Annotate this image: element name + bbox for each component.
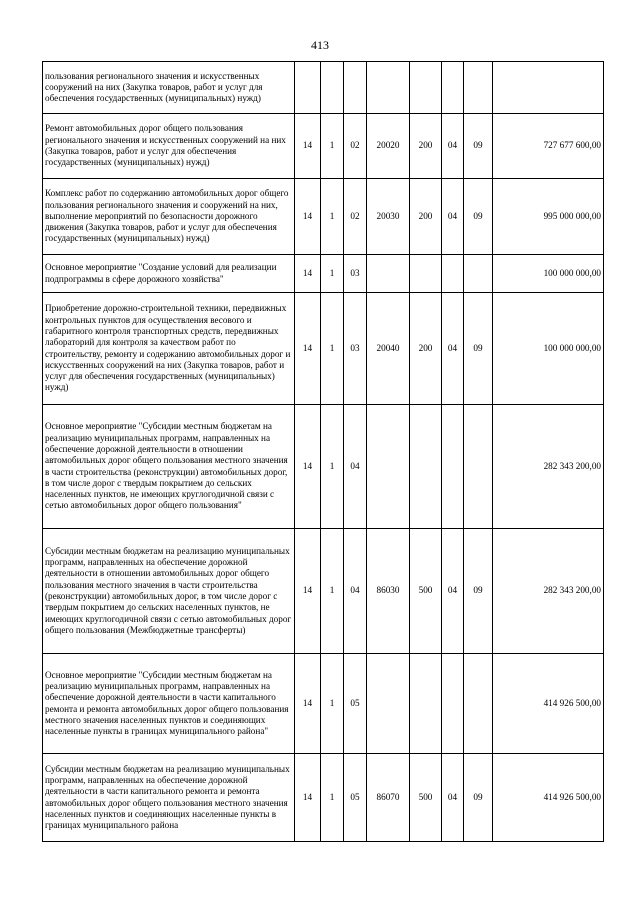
- code-section: 04: [442, 179, 464, 255]
- code-section: 04: [442, 529, 464, 654]
- code-subprogram: 1: [321, 754, 344, 842]
- code-direction: 20040: [367, 293, 410, 405]
- table-row: [43, 255, 604, 293]
- row-amount: 282 343 200,00: [493, 529, 604, 654]
- code-section: 04: [442, 293, 464, 405]
- code-direction: 20030: [367, 179, 410, 255]
- code-subsection: [464, 654, 493, 754]
- table-row: [43, 293, 604, 405]
- row-description: Комплекс работ по содержанию автомобильных дорог общего пользования регионального значения и сооружений на них, выполнение мероприятий по безопасности дорожного движения (Закупка товаров, работ и услуг для обеспечения государственных (муниципальных) нужд): [43, 179, 295, 255]
- code-activity: 02: [344, 179, 367, 255]
- code-section: 04: [442, 754, 464, 842]
- code-section: 04: [442, 114, 464, 179]
- table-row: [43, 654, 604, 754]
- code-subsection: 09: [464, 293, 493, 405]
- code-program: 14: [295, 754, 321, 842]
- code-program: 14: [295, 405, 321, 529]
- code-program: 14: [295, 114, 321, 179]
- code-subsection: [464, 62, 493, 114]
- row-description: Ремонт автомобильных дорог общего пользования регионального значения и искусственных сооружений на них (Закупка товаров, работ и услуг для обеспечения государственных (муниципальных) нужд): [43, 114, 295, 179]
- code-program: 14: [295, 529, 321, 654]
- code-activity: 05: [344, 654, 367, 754]
- row-description: пользования регионального значения и искусственных сооружений на них (Закупка товаров, работ и услуг для обеспечения государственных (муниципальных) нужд): [43, 62, 295, 114]
- code-subsection: [464, 405, 493, 529]
- row-amount: [493, 62, 604, 114]
- code-direction: 20020: [367, 114, 410, 179]
- row-amount: 727 677 600,00: [493, 114, 604, 179]
- table-row: [43, 62, 604, 114]
- budget-table: [42, 61, 604, 842]
- code-program: 14: [295, 179, 321, 255]
- table-row: [43, 114, 604, 179]
- row-amount: 100 000 000,00: [493, 293, 604, 405]
- code-activity: 04: [344, 529, 367, 654]
- row-description: Основное мероприятие "Создание условий для реализации подпрограммы в сфере дорожного хозяйства": [43, 255, 295, 293]
- row-amount: 282 343 200,00: [493, 405, 604, 529]
- table-row: [43, 405, 604, 529]
- code-subsection: 09: [464, 529, 493, 654]
- row-description: Основное мероприятие "Субсидии местным бюджетам на реализацию муниципальных программ, направленных на обеспечение дорожной деятельности в отношении автомобильных дорог общего пользования местного значения в части строительства (реконструкции) автомобильных дорог, в том числе дорог с твердым покрытием до сельских населенных пунктов, не имеющих круглогодичной связи с сетью автомобильных дорог общего пользования": [43, 405, 295, 529]
- code-section: [442, 405, 464, 529]
- code-subsection: 09: [464, 114, 493, 179]
- table-row: [43, 529, 604, 654]
- row-amount: 414 926 500,00: [493, 754, 604, 842]
- table-row: [43, 179, 604, 255]
- code-expense-type: 200: [410, 179, 442, 255]
- table-row: [43, 754, 604, 842]
- code-expense-type: 200: [410, 293, 442, 405]
- page-number: 413: [311, 38, 329, 52]
- code-direction: 86030: [367, 529, 410, 654]
- code-direction: 86070: [367, 754, 410, 842]
- code-section: [442, 255, 464, 293]
- code-program: 14: [295, 293, 321, 405]
- code-subprogram: 1: [321, 529, 344, 654]
- code-expense-type: [410, 405, 442, 529]
- code-activity: 03: [344, 255, 367, 293]
- code-subprogram: 1: [321, 405, 344, 529]
- code-direction: [367, 405, 410, 529]
- code-expense-type: 200: [410, 114, 442, 179]
- code-activity: 03: [344, 293, 367, 405]
- code-expense-type: [410, 654, 442, 754]
- code-direction: [367, 62, 410, 114]
- row-amount: 100 000 000,00: [493, 255, 604, 293]
- row-description: Основное мероприятие "Субсидии местным бюджетам на реализацию муниципальных программ, направленных на обеспечение дорожной деятельности в части капитального ремонта и ремонта автомобильных дорог общего пользования местного значения населенных пунктов и соединяющих населенные пункты в границах муниципального района": [43, 654, 295, 754]
- code-expense-type: [410, 255, 442, 293]
- code-subprogram: 1: [321, 179, 344, 255]
- code-activity: 04: [344, 405, 367, 529]
- code-subsection: 09: [464, 179, 493, 255]
- code-program: [295, 62, 321, 114]
- row-description: Приобретение дорожно-строительной техники, передвижных контрольных пунктов для осуществления весового и габаритного контроля транспортных средств, передвижных лабораторий для контроля за качеством работ по строительству, ремонту и содержанию автомобильных дорог и искусственных сооружений на них (Закупка товаров, работ и услуг для обеспечения государственных (муниципальных) нужд): [43, 293, 295, 405]
- code-program: 14: [295, 654, 321, 754]
- code-subprogram: [321, 62, 344, 114]
- code-subprogram: 1: [321, 114, 344, 179]
- code-expense-type: 500: [410, 754, 442, 842]
- code-subprogram: 1: [321, 293, 344, 405]
- row-amount: 995 000 000,00: [493, 179, 604, 255]
- code-expense-type: 500: [410, 529, 442, 654]
- code-subsection: [464, 255, 493, 293]
- row-description: Субсидии местным бюджетам на реализацию муниципальных программ, направленных на обеспечение дорожной деятельности в отношении автомобильных дорог общего пользования местного значения в части строительства (реконструкции) автомобильных дорог, в том числе дорог с твердым покрытием до сельских населенных пунктов, не имеющих круглогодичной связи с сетью автомобильных дорог общего пользования (Межбюджетные трансферты): [43, 529, 295, 654]
- code-activity: 02: [344, 114, 367, 179]
- code-section: [442, 654, 464, 754]
- code-section: [442, 62, 464, 114]
- row-description: Субсидии местным бюджетам на реализацию муниципальных программ, направленных на обеспечение дорожной деятельности в части капитального ремонта и ремонта автомобильных дорог общего пользования местного значения населенных пунктов и соединяющих населенные пункты в границах муниципального района: [43, 754, 295, 842]
- row-amount: 414 926 500,00: [493, 654, 604, 754]
- code-subsection: 09: [464, 754, 493, 842]
- code-direction: [367, 255, 410, 293]
- code-direction: [367, 654, 410, 754]
- code-activity: [344, 62, 367, 114]
- code-activity: 05: [344, 754, 367, 842]
- code-program: 14: [295, 255, 321, 293]
- code-subprogram: 1: [321, 255, 344, 293]
- code-subprogram: 1: [321, 654, 344, 754]
- code-expense-type: [410, 62, 442, 114]
